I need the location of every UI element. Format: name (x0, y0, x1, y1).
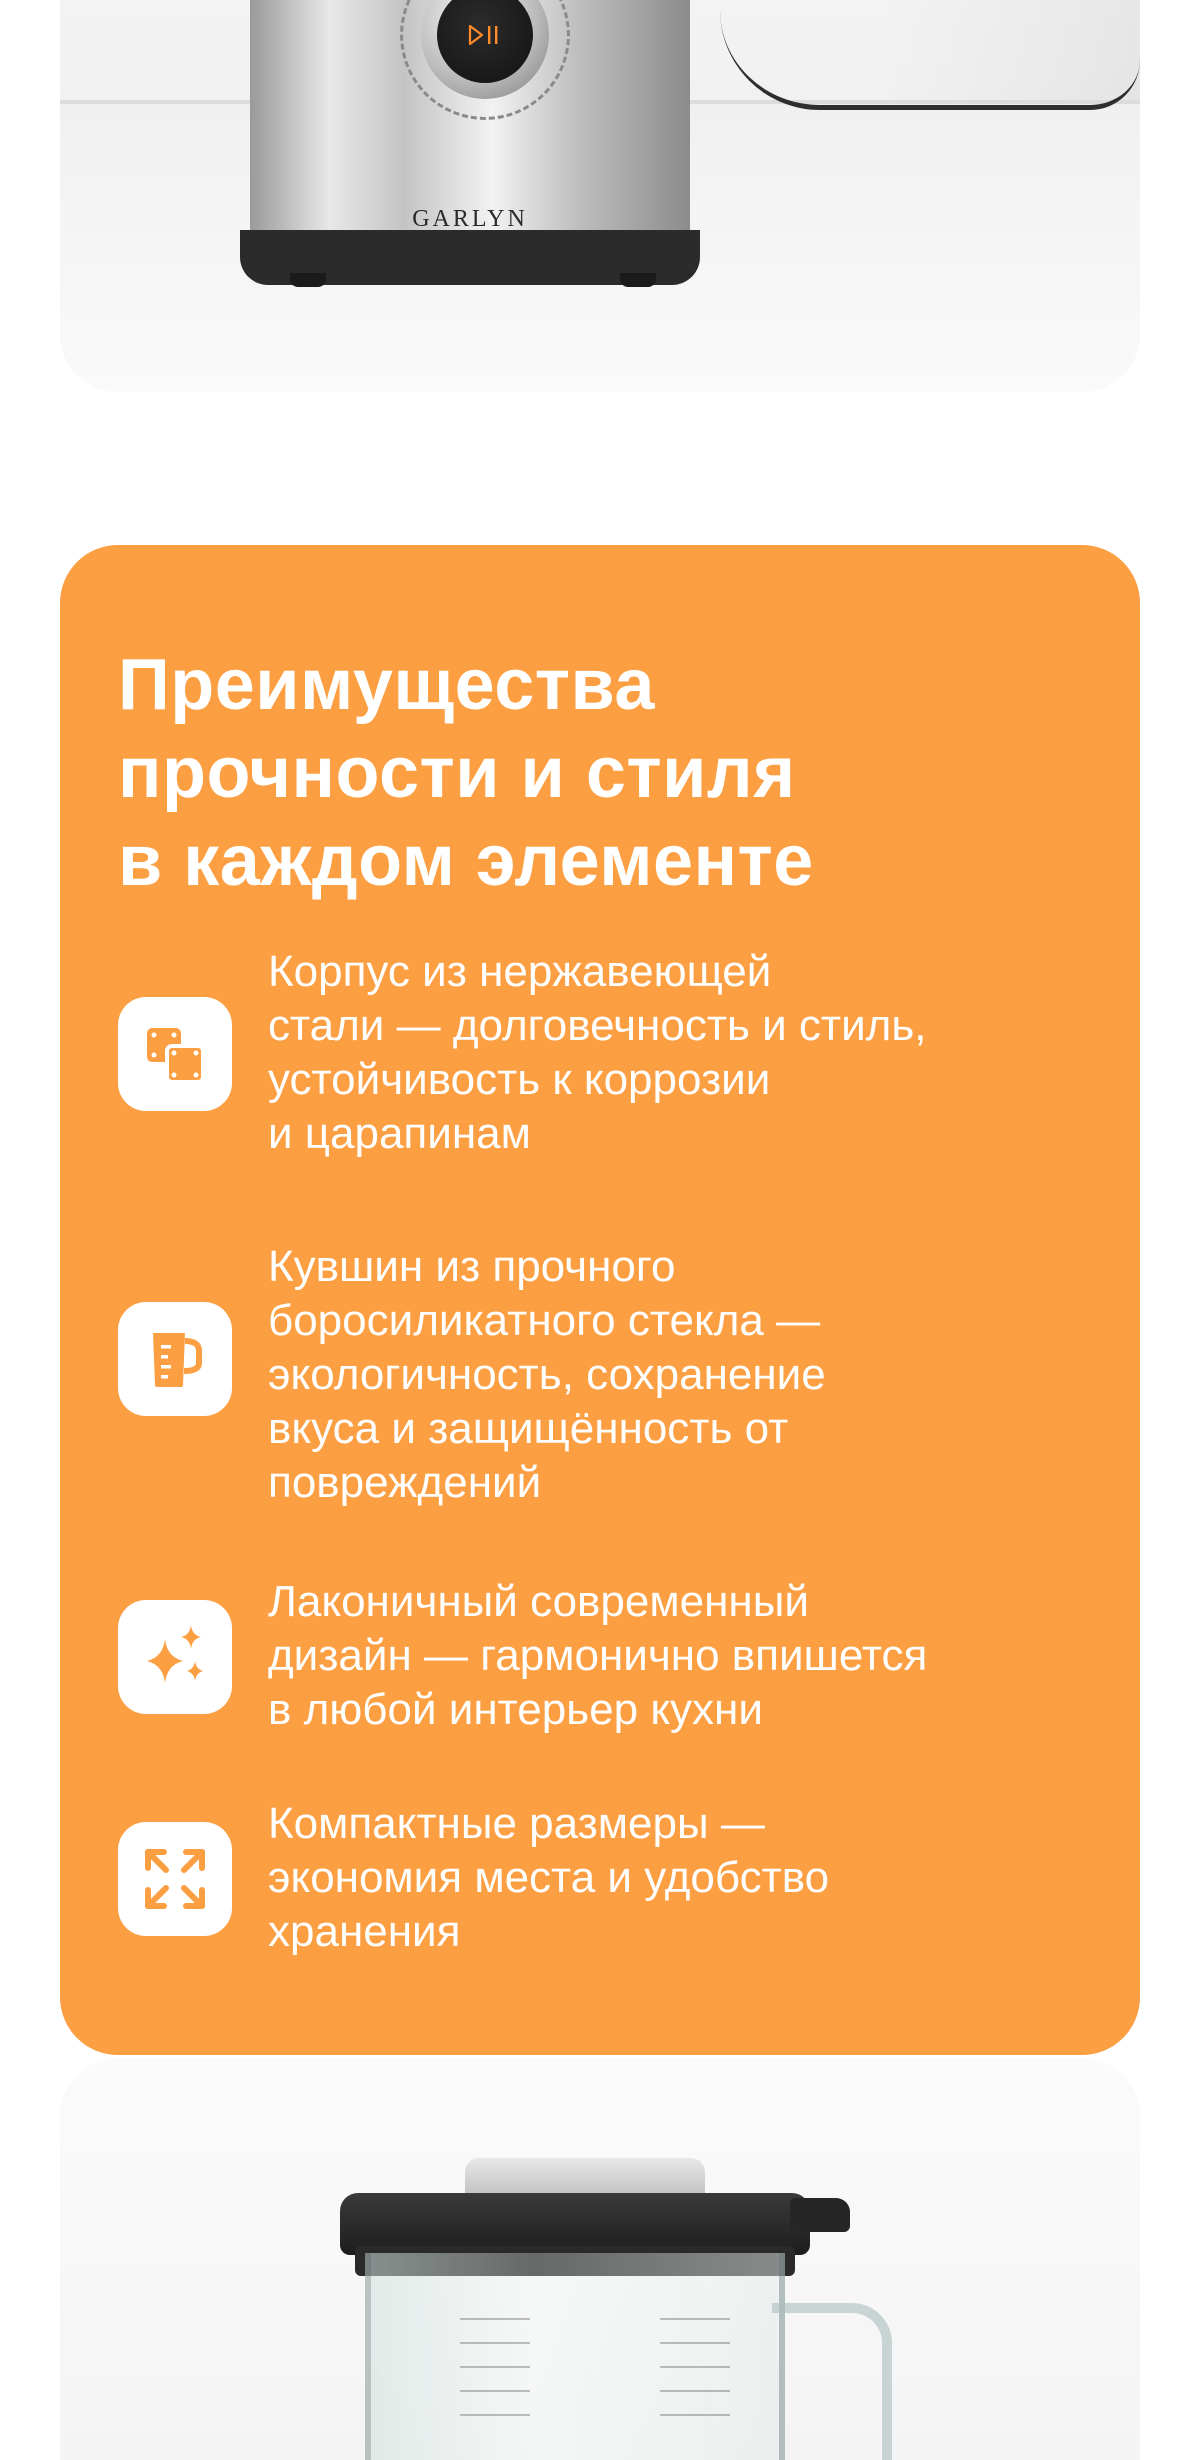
foot-pad-left (290, 273, 326, 287)
measuring-scale-right (660, 2318, 730, 2438)
advantages-title: Преимущества прочности и стиля в каждом элементе (118, 645, 814, 901)
feature-text: Кувшин из прочного боросиликатного стекла — экологичность, сохранение вкуса и защищённость от повреждений (268, 1242, 826, 1507)
feature-text: Лаконичный современный дизайн — гармонично впишется в любой интерьер кухни (268, 1577, 928, 1734)
product-photo-base (60, 0, 1140, 392)
power-cord (720, 10, 1140, 110)
steel-plates-icon (118, 997, 232, 1111)
play-pause-icon (468, 24, 502, 46)
feature-text: Корпус из нержавеющей стали — долговечность и стиль, устойчивость к коррозии и царапинам (268, 947, 927, 1158)
lid-tab (790, 2198, 850, 2232)
measuring-scale-left (460, 2318, 530, 2438)
feature-text: Компактные размеры — экономия места и удобство хранения (268, 1799, 830, 1956)
jug-handle (772, 2303, 892, 2460)
foot-pad-right (620, 273, 656, 287)
lid-cap (465, 2158, 705, 2198)
sparkles-icon (118, 1600, 232, 1714)
expand-arrows-icon (118, 1822, 232, 1936)
product-photo-jug (60, 2058, 1140, 2460)
brand-logo: GARLYN (412, 206, 528, 232)
advantages-card (60, 545, 1140, 2055)
measuring-jug-icon (118, 1302, 232, 1416)
